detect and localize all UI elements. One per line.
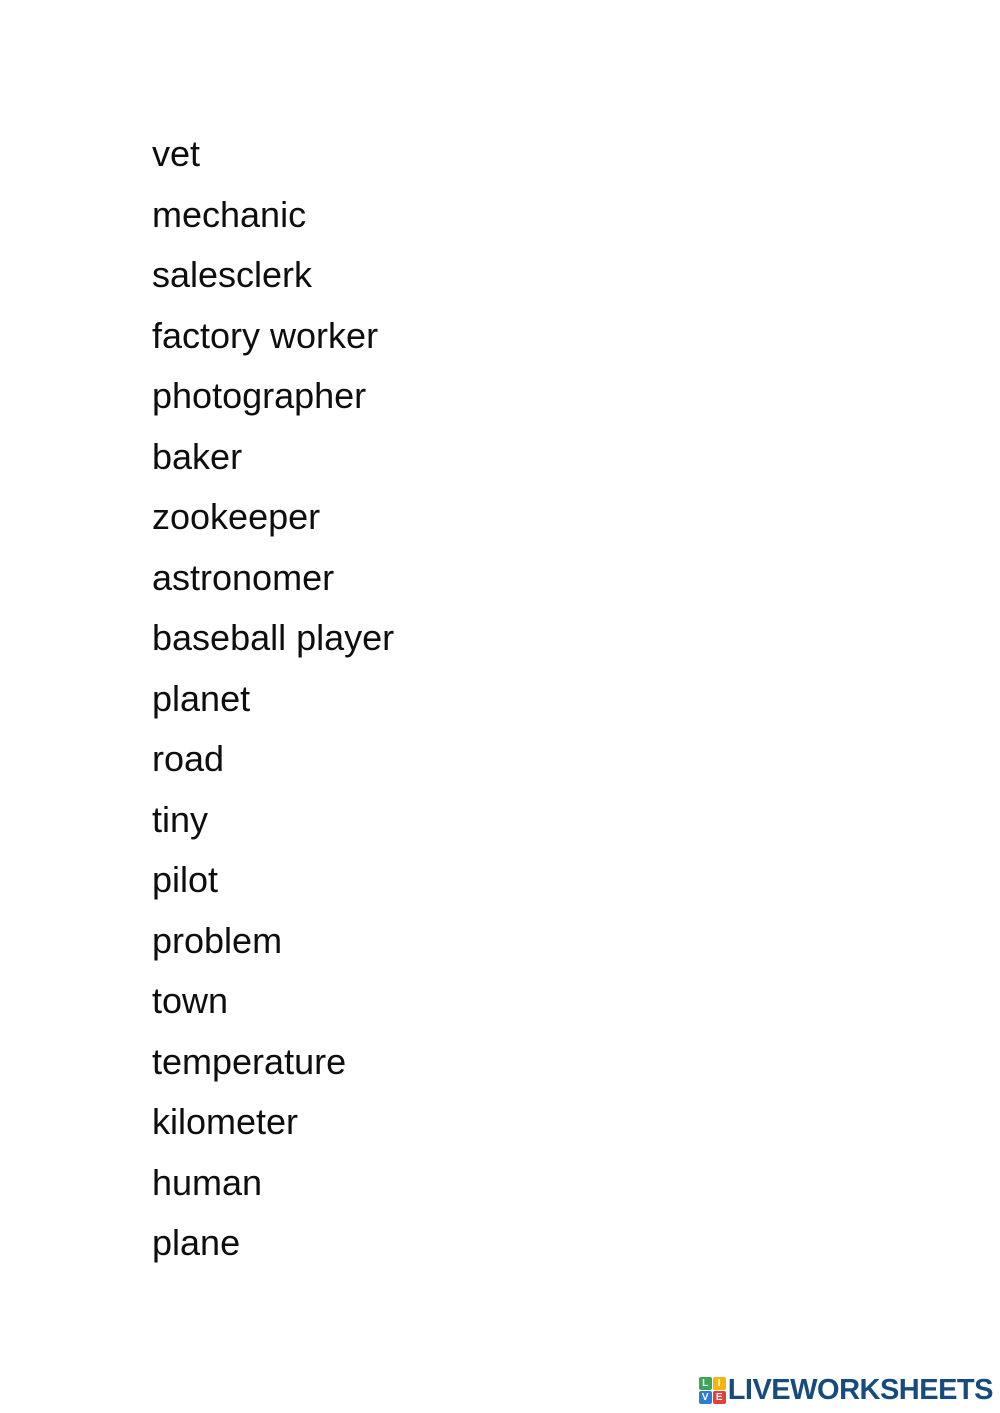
word-item: baseball player xyxy=(152,617,395,658)
logo-square-e: E xyxy=(713,1391,726,1404)
word-item: temperature xyxy=(152,1040,347,1082)
word-item: problem xyxy=(152,919,283,961)
word-item: photographer xyxy=(152,375,367,416)
word-item: pilot xyxy=(152,859,219,900)
word-item: salesclerk xyxy=(152,254,313,295)
word-item: town xyxy=(152,980,229,1021)
word-item: plane xyxy=(152,1222,241,1263)
word-list xyxy=(152,124,394,1274)
liveworksheets-wordmark: LIVEWORKSHEETS xyxy=(727,1374,993,1406)
word-item: tiny xyxy=(152,798,209,840)
word-item: vet xyxy=(152,133,201,174)
word-item: factory worker xyxy=(152,314,379,356)
liveworksheets-icon xyxy=(699,1377,726,1404)
word-item: mechanic xyxy=(152,193,307,235)
word-item: human xyxy=(152,1161,263,1203)
word-item: zookeeper xyxy=(152,496,321,537)
word-item: road xyxy=(152,738,225,779)
word-item: planet xyxy=(152,677,251,719)
word-item: baker xyxy=(152,435,243,477)
logo-square-i: I xyxy=(713,1377,726,1390)
liveworksheets-logo[interactable] xyxy=(699,1374,993,1407)
logo-square-v: V xyxy=(699,1391,712,1404)
word-item: astronomer xyxy=(152,556,335,598)
logo-square-l: L xyxy=(699,1377,712,1390)
word-item: kilometer xyxy=(152,1101,299,1142)
